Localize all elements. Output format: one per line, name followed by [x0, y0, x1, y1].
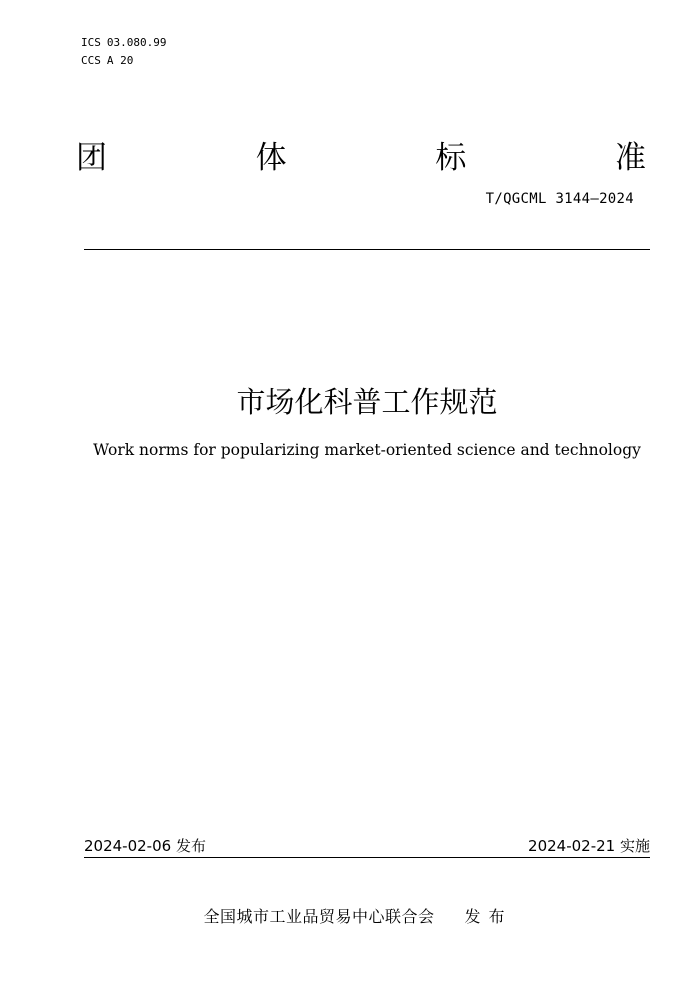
- issuer-line: [0, 904, 700, 927]
- publish-date: 2024-02-06 发布: [84, 837, 206, 855]
- ics-code: [81, 34, 166, 52]
- ccs-value: A 20: [106, 54, 134, 67]
- document-title-en: Work norms for popularizing market-oriented science and technology: [93, 441, 641, 459]
- ccs-code: [81, 52, 166, 70]
- heading-char-4: 准: [614, 139, 646, 176]
- implement-date: 2024-02-21 实施: [528, 837, 650, 855]
- issuing-organization: 全国城市工业品贸易中心联合会: [203, 907, 435, 926]
- classification-codes: [81, 34, 166, 70]
- document-title-zh: 市场化科普工作规范: [236, 385, 498, 419]
- standard-type-heading: [76, 134, 646, 174]
- bottom-divider: [84, 857, 650, 858]
- standard-number: T/QGCML 3144—2024: [485, 191, 634, 207]
- heading-char-2: 体: [255, 139, 287, 176]
- top-divider: [84, 249, 650, 250]
- heading-char-1: 团: [76, 139, 107, 176]
- ics-label: ICS: [81, 36, 101, 49]
- issue-action: 发布: [464, 907, 513, 926]
- ics-value: 03.080.99: [106, 36, 167, 49]
- heading-char-3: 标: [435, 139, 467, 176]
- ccs-label: CCS: [81, 54, 101, 67]
